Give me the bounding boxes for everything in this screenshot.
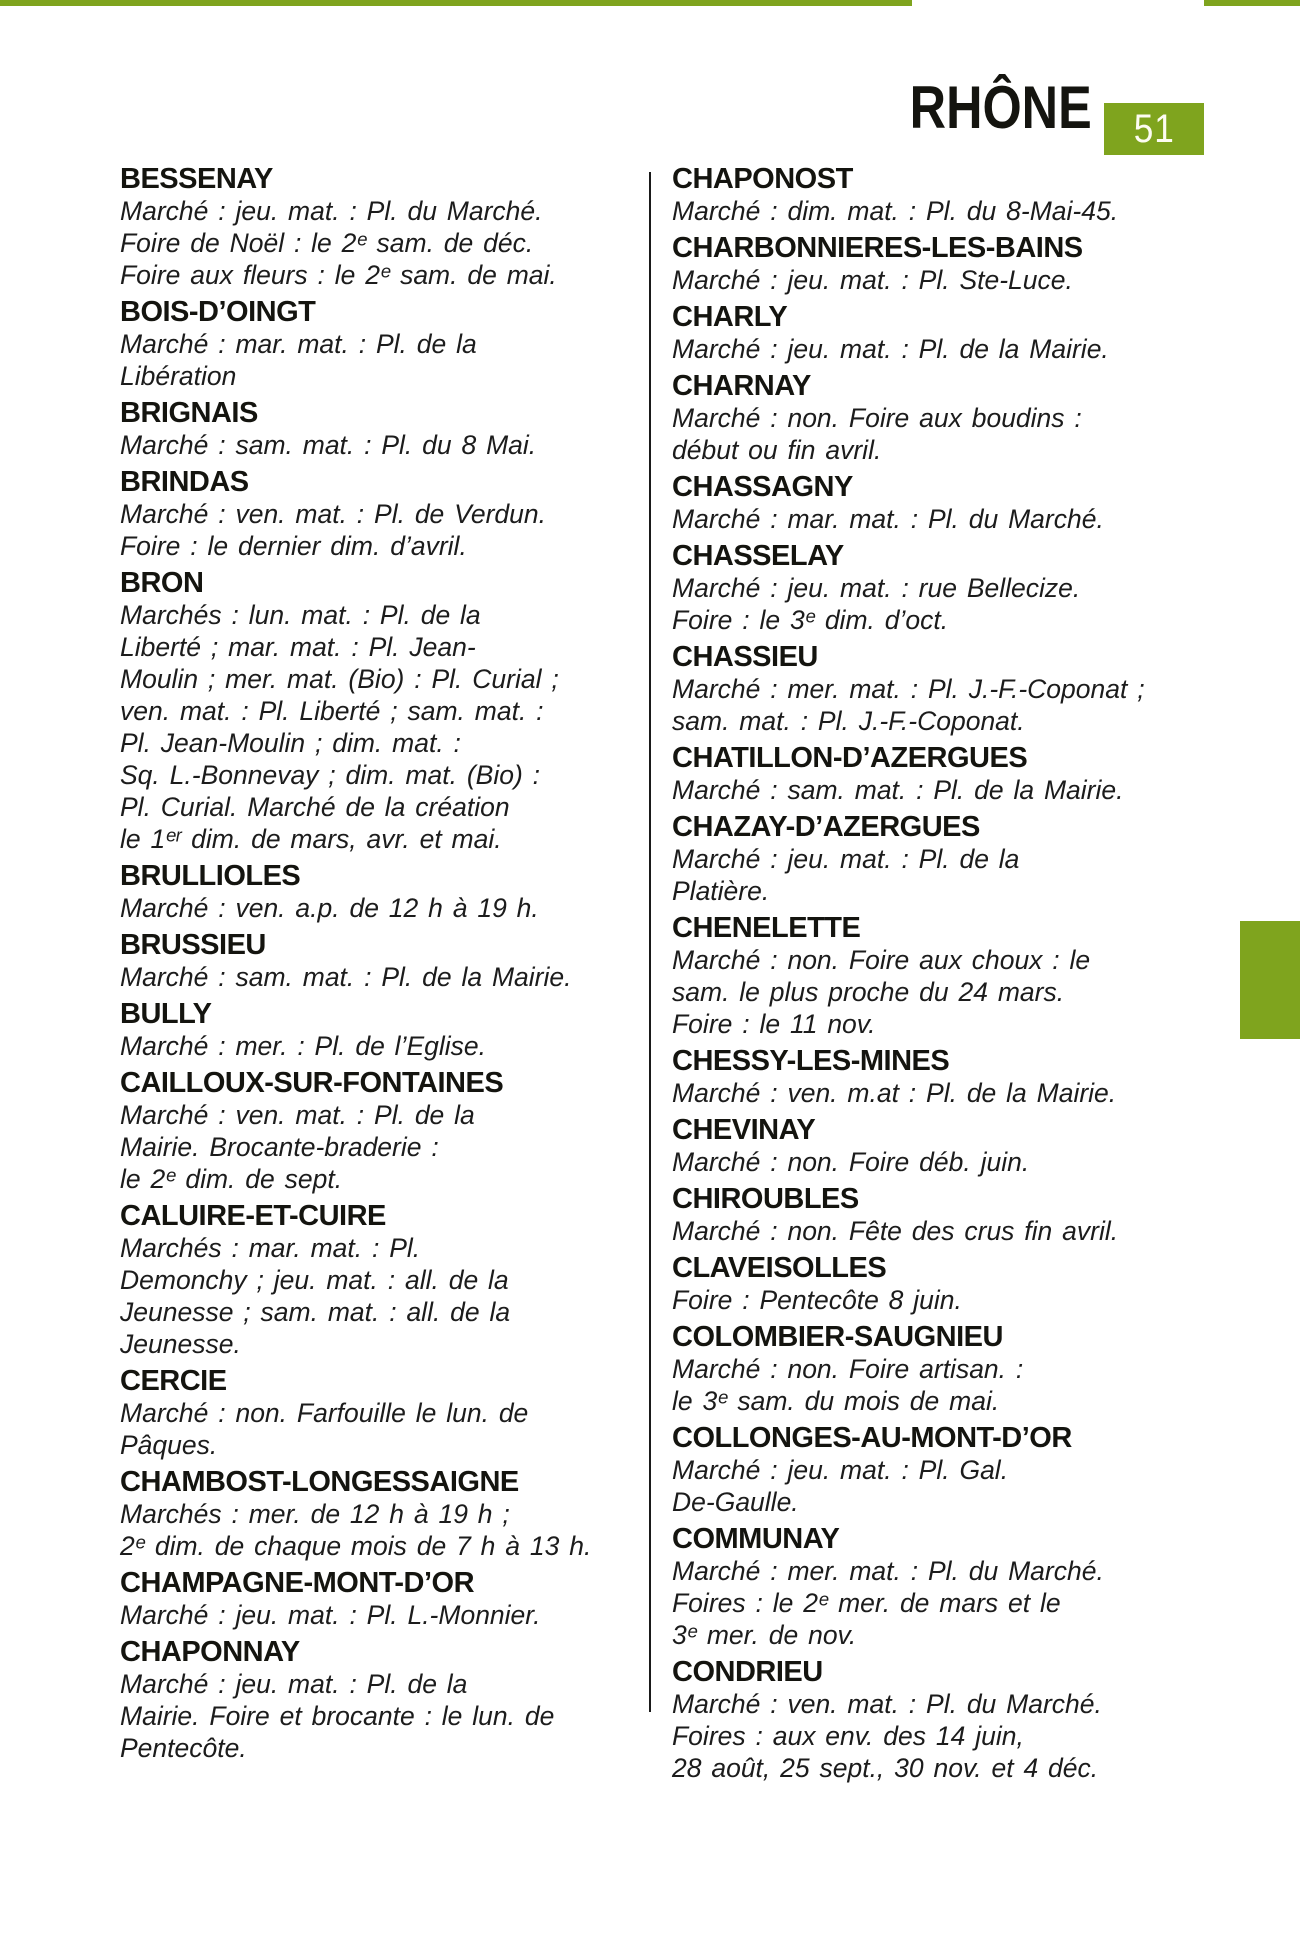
market-info-line: Marché : mar. mat. : Pl. de la <box>120 329 477 359</box>
town-name: CHENELETTE <box>672 912 861 944</box>
town-name: CHAPONNAY <box>120 1636 300 1668</box>
town-name: CHIROUBLES <box>672 1183 859 1215</box>
market-info-line: Marché : non. Fête des crus fin avril. <box>672 1216 1119 1246</box>
town-name: CAILLOUX-SUR-FONTAINES <box>120 1067 504 1099</box>
market-info-line: Marchés : lun. mat. : Pl. de la <box>120 600 481 630</box>
market-info-line: Marché : dim. mat. : Pl. du 8-Mai-45. <box>672 196 1119 226</box>
page-number: 51 <box>1133 106 1175 151</box>
market-info-line: Pentecôte. <box>120 1733 247 1763</box>
market-info-line: Marché : ven. mat. : Pl. de la <box>120 1100 475 1130</box>
town-name: CHAPONOST <box>672 163 853 195</box>
town-name: BOIS-D’OINGT <box>120 296 316 328</box>
town-name: BESSENAY <box>120 163 273 195</box>
market-info-line: Foire aux fleurs : le 2ᵉ sam. de mai. <box>120 260 557 290</box>
town-name: CHAMPAGNE-MONT-D’OR <box>120 1567 475 1599</box>
town-entry <box>120 1466 640 1562</box>
market-info-line: Marché : mer. mat. : Pl. J.-F.-Coponat ; <box>672 674 1145 704</box>
town-name: CERCIE <box>120 1365 227 1397</box>
town-name: CHARBONNIERES-LES-BAINS <box>672 232 1083 264</box>
town-entry <box>120 860 640 924</box>
market-info-line: Foire de Noël : le 2ᵉ sam. de déc. <box>120 228 534 258</box>
town-entry <box>672 370 1200 466</box>
market-info-line: sam. mat. : Pl. J.-F.-Coponat. <box>672 706 1025 736</box>
town-entry <box>120 296 640 392</box>
market-info-line: 28 août, 25 sept., 30 nov. et 4 déc. <box>672 1753 1099 1783</box>
town-entry <box>120 1067 640 1195</box>
town-name: CHARNAY <box>672 370 811 402</box>
town-entry <box>672 471 1200 535</box>
market-info-line: début ou fin avril. <box>672 435 882 465</box>
market-info-line: Foires : aux env. des 14 juin, <box>672 1721 1024 1751</box>
market-info-line: Jeunesse ; sam. mat. : all. de la <box>120 1297 511 1327</box>
header-rule-left <box>0 0 912 6</box>
town-entry <box>672 1422 1200 1518</box>
town-entry <box>672 1252 1200 1316</box>
column-right <box>672 158 1200 1784</box>
market-info-line: Marché : jeu. mat. : Pl. de la <box>120 1669 468 1699</box>
town-entry <box>672 540 1200 636</box>
market-info-line: Pl. Curial. Marché de la création <box>120 792 510 822</box>
town-entry <box>120 1200 640 1360</box>
town-entry <box>672 1656 1200 1784</box>
market-info-line: 3ᵉ mer. de nov. <box>672 1620 857 1650</box>
town-entry <box>672 742 1200 806</box>
town-entry <box>120 163 640 291</box>
market-info-line: Marché : sam. mat. : Pl. de la Mairie. <box>120 962 572 992</box>
market-info-line: Pl. Jean-Moulin ; dim. mat. : <box>120 728 461 758</box>
town-name: CHEVINAY <box>672 1114 816 1146</box>
town-name: CHATILLON-D’AZERGUES <box>672 742 1028 774</box>
market-info-line: le 3ᵉ sam. du mois de mai. <box>672 1386 1000 1416</box>
market-info-line: Marchés : mar. mat. : Pl. <box>120 1233 421 1263</box>
market-info-line: Marché : jeu. mat. : Pl. du Marché. <box>120 196 543 226</box>
town-entry <box>120 1636 640 1764</box>
town-entry <box>672 1045 1200 1109</box>
market-info-line: Foires : le 2ᵉ mer. de mars et le <box>672 1588 1061 1618</box>
town-name: CHASSELAY <box>672 540 844 572</box>
market-info-line: De-Gaulle. <box>672 1487 799 1517</box>
market-info-line: Foire : le 3ᵉ dim. d’oct. <box>672 605 949 635</box>
market-info-line: Marché : jeu. mat. : rue Bellecize. <box>672 573 1081 603</box>
town-entry <box>672 1183 1200 1247</box>
town-name: COLOMBIER-SAUGNIEU <box>672 1321 1003 1353</box>
market-info-line: le 1ᵉʳ dim. de mars, avr. et mai. <box>120 824 502 854</box>
town-entry <box>672 641 1200 737</box>
market-info-line: Marché : non. Foire artisan. : <box>672 1354 1024 1384</box>
town-name: BRUSSIEU <box>120 929 266 961</box>
town-entry <box>672 163 1200 227</box>
market-info-line: Foire : Pentecôte 8 juin. <box>672 1285 962 1315</box>
town-name: CHASSAGNY <box>672 471 853 503</box>
town-name: BRIGNAIS <box>120 397 258 429</box>
market-info-line: Moulin ; mer. mat. (Bio) : Pl. Curial ; <box>120 664 559 694</box>
market-info-line: Pâques. <box>120 1430 218 1460</box>
town-entry <box>120 466 640 562</box>
market-info-line: Mairie. Brocante-braderie : <box>120 1132 439 1162</box>
market-info-line: Marché : mer. : Pl. de l’Eglise. <box>120 1031 486 1061</box>
town-entry <box>672 1523 1200 1651</box>
page-title: RHÔNE <box>909 74 1092 141</box>
market-info-line: Foire : le dernier dim. d’avril. <box>120 531 467 561</box>
market-info-line: Marchés : mer. de 12 h à 19 h ; <box>120 1499 510 1529</box>
town-entry <box>672 1321 1200 1417</box>
market-info-line: sam. le plus proche du 24 mars. <box>672 977 1065 1007</box>
market-info-line: Marché : jeu. mat. : Pl. de la <box>672 844 1020 874</box>
market-info-line: Marché : mar. mat. : Pl. du Marché. <box>672 504 1104 534</box>
market-info-line: Marché : jeu. mat. : Pl. Ste-Luce. <box>672 265 1073 295</box>
town-entry <box>120 1567 640 1631</box>
market-info-line: le 2ᵉ dim. de sept. <box>120 1164 343 1194</box>
market-info-line: Marché : ven. a.p. de 12 h à 19 h. <box>120 893 539 923</box>
header-rule-right <box>1204 0 1300 6</box>
town-entry <box>672 301 1200 365</box>
market-info-line: Libération <box>120 361 237 391</box>
town-entry <box>120 567 640 855</box>
town-entry <box>120 929 640 993</box>
town-entry <box>672 232 1200 296</box>
town-name: BRINDAS <box>120 466 249 498</box>
town-name: CHASSIEU <box>672 641 818 673</box>
market-info-line: Marché : ven. mat. : Pl. du Marché. <box>672 1689 1102 1719</box>
market-info-line: 2ᵉ dim. de chaque mois de 7 h à 13 h. <box>120 1531 592 1561</box>
town-name: BRON <box>120 567 204 599</box>
town-entry <box>120 998 640 1062</box>
town-name: CHAMBOST-LONGESSAIGNE <box>120 1466 519 1498</box>
page-number-badge <box>1104 103 1204 155</box>
market-info-line: Mairie. Foire et brocante : le lun. de <box>120 1701 555 1731</box>
market-info-line: Marché : ven. mat. : Pl. de Verdun. <box>120 499 546 529</box>
town-name: BULLY <box>120 998 212 1030</box>
town-entry <box>672 811 1200 907</box>
town-name: CHAZAY-D’AZERGUES <box>672 811 980 843</box>
market-info-line: Sq. L.-Bonnevay ; dim. mat. (Bio) : <box>120 760 541 790</box>
market-info-line: ven. mat. : Pl. Liberté ; sam. mat. : <box>120 696 544 726</box>
market-info-line: Jeunesse. <box>120 1329 241 1359</box>
market-info-line: Liberté ; mar. mat. : Pl. Jean- <box>120 632 476 662</box>
market-info-line: Marché : sam. mat. : Pl. de la Mairie. <box>672 775 1124 805</box>
town-name: CONDRIEU <box>672 1656 823 1688</box>
town-name: BRULLIOLES <box>120 860 301 892</box>
market-info-line: Marché : ven. m.at : Pl. de la Mairie. <box>672 1078 1117 1108</box>
market-info-line: Marché : sam. mat. : Pl. du 8 Mai. <box>120 430 537 460</box>
market-info-line: Marché : jeu. mat. : Pl. Gal. <box>672 1455 1009 1485</box>
chapter-edge-tab <box>1240 921 1300 1039</box>
market-info-line: Platière. <box>672 876 770 906</box>
town-entry <box>672 1114 1200 1178</box>
column-left <box>120 158 640 1764</box>
column-divider <box>649 172 651 1712</box>
market-info-line: Marché : non. Foire aux choux : le <box>672 945 1091 975</box>
town-name: COMMUNAY <box>672 1523 840 1555</box>
market-info-line: Demonchy ; jeu. mat. : all. de la <box>120 1265 509 1295</box>
town-name: CHARLY <box>672 301 788 333</box>
town-entry <box>120 397 640 461</box>
market-info-line: Marché : mer. mat. : Pl. du Marché. <box>672 1556 1104 1586</box>
market-info-line: Marché : non. Foire aux boudins : <box>672 403 1082 433</box>
town-entry <box>120 1365 640 1461</box>
town-name: CLAVEISOLLES <box>672 1252 887 1284</box>
market-info-line: Foire : le 11 nov. <box>672 1009 876 1039</box>
market-info-line: Marché : non. Foire déb. juin. <box>672 1147 1030 1177</box>
town-name: COLLONGES-AU-MONT-D’OR <box>672 1422 1072 1454</box>
town-entry <box>672 912 1200 1040</box>
town-name: CALUIRE-ET-CUIRE <box>120 1200 386 1232</box>
town-name: CHESSY-LES-MINES <box>672 1045 950 1077</box>
market-info-line: Marché : non. Farfouille le lun. de <box>120 1398 529 1428</box>
market-info-line: Marché : jeu. mat. : Pl. de la Mairie. <box>672 334 1109 364</box>
market-info-line: Marché : jeu. mat. : Pl. L.-Monnier. <box>120 1600 541 1630</box>
